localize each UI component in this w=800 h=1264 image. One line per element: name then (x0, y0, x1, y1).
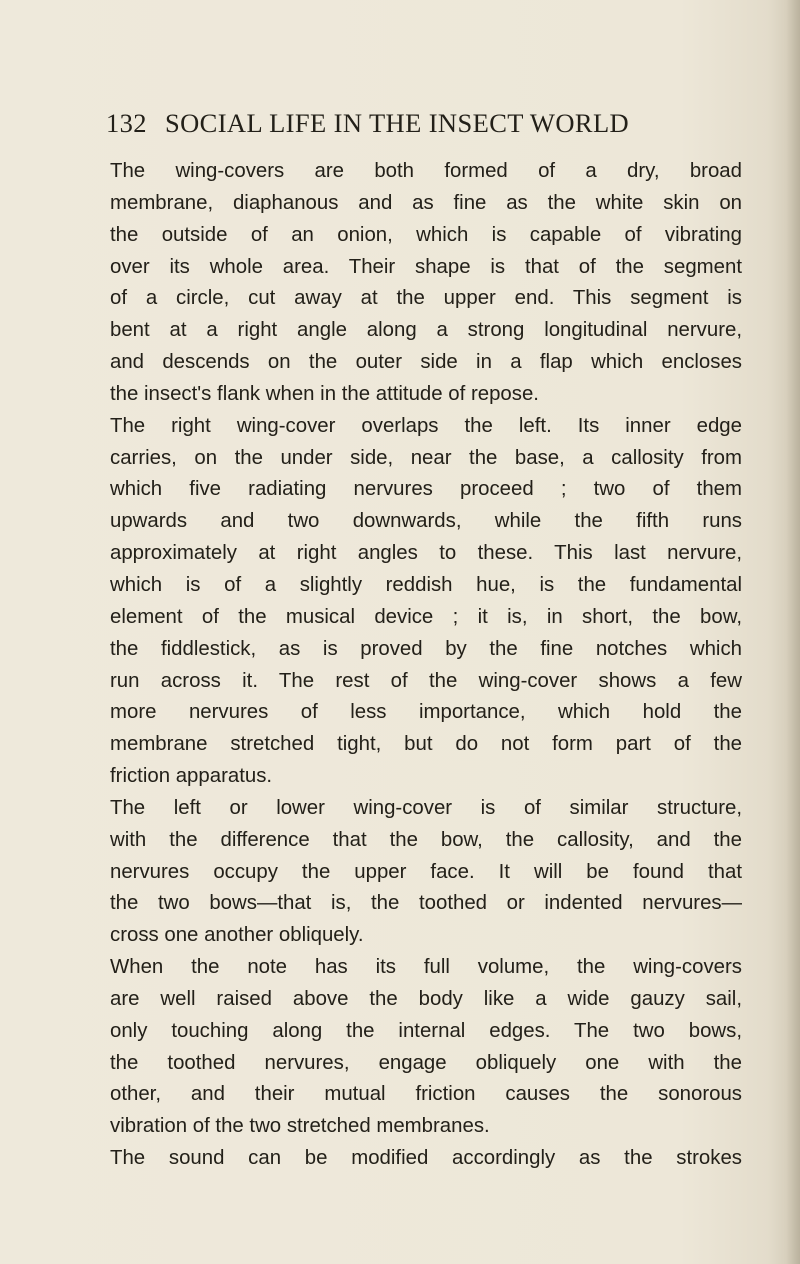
text-line: only touching along the internal edges. The two bows, (110, 1019, 742, 1042)
text-line: bent at a right angle along a strong longitudinal nervure, (110, 319, 742, 342)
text-line: The right wing-cover overlaps the left. Its inner edge (110, 414, 742, 437)
text-line: other, and their mutual friction causes the sonorous (110, 1083, 742, 1106)
text-line: approximately at right angles to these. This last nervure, (110, 542, 742, 565)
text-line: with the difference that the bow, the callosity, and the (110, 828, 742, 851)
text-line: element of the musical device ; it is, in short, the bow, (110, 605, 742, 628)
text-line: carries, on the under side, near the base, a callosity from (110, 446, 742, 469)
running-head (106, 101, 746, 145)
body-text (110, 156, 742, 1175)
text-line: of a circle, cut away at the upper end. This segment is (110, 287, 742, 310)
running-title: SOCIAL LIFE IN THE INSECT WORLD (164, 108, 630, 138)
text-line: are well raised above the body like a wide gauzy sail, (110, 987, 742, 1010)
text-line: cross one another obliquely. (110, 924, 364, 947)
page-edge-shadow (786, 0, 800, 1264)
text-line: run across it. The rest of the wing-cover shows a few (110, 669, 742, 692)
text-line: which is of a slightly reddish hue, is the fundamental (110, 573, 742, 596)
page-number: 132 (106, 108, 147, 138)
text-line: the insect's flank when in the attitude of repose. (110, 382, 539, 405)
text-line: more nervures of less importance, which hold the (110, 701, 742, 724)
text-line: vibration of the two stretched membranes. (110, 1115, 490, 1138)
text-line: upwards and two downwards, while the fifth runs (110, 510, 742, 533)
text-line: friction apparatus. (110, 765, 273, 788)
text-line: over its whole area. Their shape is that of the segment (110, 255, 742, 278)
text-line: The left or lower wing-cover is of similar structure, (110, 796, 742, 819)
text-line: When the note has its full volume, the wing-covers (110, 956, 742, 979)
text-line: the fiddlestick, as is proved by the fine notches which (110, 637, 742, 660)
text-line: and descends on the outer side in a flap which encloses (110, 351, 742, 374)
text-line: The sound can be modified accordingly as the strokes (110, 1147, 742, 1170)
text-line: which five radiating nervures proceed ; two of them (110, 478, 742, 501)
text-line: the toothed nervures, engage obliquely one with the (110, 1051, 742, 1074)
text-line: the outside of an onion, which is capable of vibrating (110, 223, 742, 246)
text-line: the two bows—that is, the toothed or indented nervures— (110, 892, 742, 915)
text-line: nervures occupy the upper face. It will be found that (110, 860, 742, 883)
text-line: The wing-covers are both formed of a dry, broad (110, 160, 742, 182)
text-line: membrane stretched tight, but do not form part of the (110, 733, 742, 756)
text-line: membrane, diaphanous and as fine as the white skin on (110, 191, 742, 214)
